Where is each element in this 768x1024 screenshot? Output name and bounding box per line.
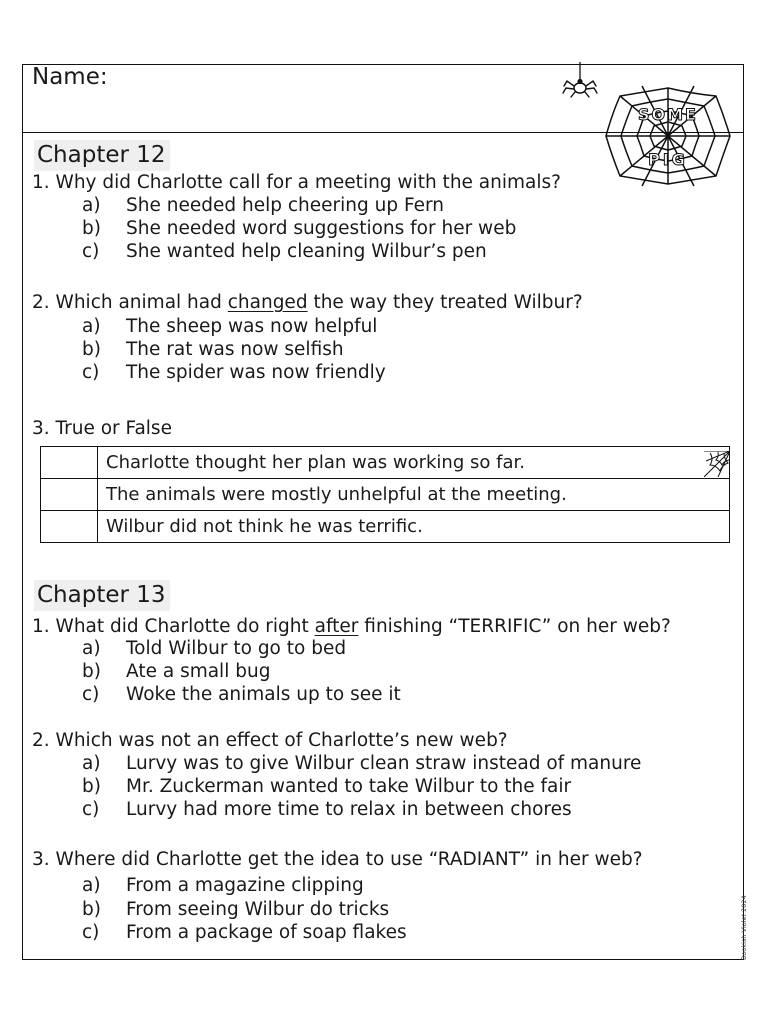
- option-letter: c): [82, 241, 100, 262]
- table-row: [41, 479, 730, 511]
- option-text: She wanted help cleaning Wilbur’s pen: [126, 241, 487, 262]
- option-letter: a): [82, 195, 101, 216]
- chapter-13-title: Chapter 13: [34, 580, 170, 611]
- question-3-text: 3. Where did Charlotte get the idea to use “RADIANT” in her web?: [32, 849, 643, 870]
- option-text: Lurvy was to give Wilbur clean straw instead of manure: [126, 753, 642, 774]
- option-letter: b): [82, 776, 101, 797]
- chapter-12-title: Chapter 12: [34, 140, 170, 171]
- option-text: Ate a small bug: [126, 661, 271, 682]
- question-1-text: [32, 616, 671, 637]
- question-2-text: 2. Which was not an effect of Charlotte’s new web?: [32, 730, 508, 751]
- option-letter: a): [82, 638, 101, 659]
- option-text: The rat was now selfish: [126, 339, 344, 360]
- spider-web-some-pig-icon: [598, 80, 738, 192]
- question-1-text: 1. Why did Charlotte call for a meeting with the animals?: [32, 172, 561, 193]
- option-text: Lurvy had more time to relax in between chores: [126, 799, 572, 820]
- option-letter: c): [82, 799, 100, 820]
- option-letter: b): [82, 339, 101, 360]
- option-text: The spider was now friendly: [126, 362, 386, 383]
- option-text: From a magazine clipping: [126, 875, 364, 896]
- option-text: Mr. Zuckerman wanted to take Wilbur to the fair: [126, 776, 572, 797]
- option-text: Woke the animals up to see it: [126, 684, 401, 705]
- answer-box[interactable]: [41, 479, 98, 511]
- question-text-start: 2. Which animal had: [32, 292, 228, 313]
- table-row: [41, 447, 730, 479]
- option-text: Told Wilbur to go to bed: [126, 638, 347, 659]
- option-letter: b): [82, 899, 101, 920]
- underlined-word: after: [314, 616, 359, 637]
- option-text: The sheep was now helpful: [126, 316, 378, 337]
- underlined-word: changed: [227, 292, 308, 313]
- statement-cell: Wilbur did not think he was terrific.: [98, 511, 730, 543]
- true-false-table: [40, 446, 730, 543]
- web-lettering: PIG: [648, 150, 688, 169]
- statement-cell: Charlotte thought her plan was working so far.: [98, 447, 730, 479]
- question-3-text: 3. True or False: [32, 418, 172, 439]
- answer-box[interactable]: [41, 511, 98, 543]
- answer-box[interactable]: [41, 447, 98, 479]
- statement-cell: The animals were mostly unhelpful at the meeting.: [98, 479, 730, 511]
- credit-text: Bookish Violet 2024: [740, 895, 748, 960]
- option-text: From a package of soap flakes: [126, 922, 407, 943]
- name-label: Name:: [32, 64, 108, 90]
- option-letter: c): [82, 684, 100, 705]
- table-row: [41, 511, 730, 543]
- hanging-spider-icon: [560, 62, 600, 102]
- option-letter: b): [82, 661, 101, 682]
- question-text-end: the way they treated Wilbur?: [307, 292, 583, 313]
- option-letter: a): [82, 316, 101, 337]
- option-text: From seeing Wilbur do tricks: [126, 899, 390, 920]
- web-lettering: SOME: [638, 105, 698, 124]
- option-text: She needed word suggestions for her web: [126, 218, 517, 239]
- option-letter: a): [82, 875, 101, 896]
- option-text: She needed help cheering up Fern: [126, 195, 444, 216]
- option-letter: c): [82, 362, 100, 383]
- option-letter: b): [82, 218, 101, 239]
- question-text-end: finishing “TERRIFIC” on her web?: [358, 616, 671, 637]
- option-letter: a): [82, 753, 101, 774]
- question-2-text: [32, 292, 583, 313]
- option-letter: c): [82, 922, 100, 943]
- small-web-icon: [704, 451, 730, 477]
- question-text-start: 1. What did Charlotte do right: [32, 616, 315, 637]
